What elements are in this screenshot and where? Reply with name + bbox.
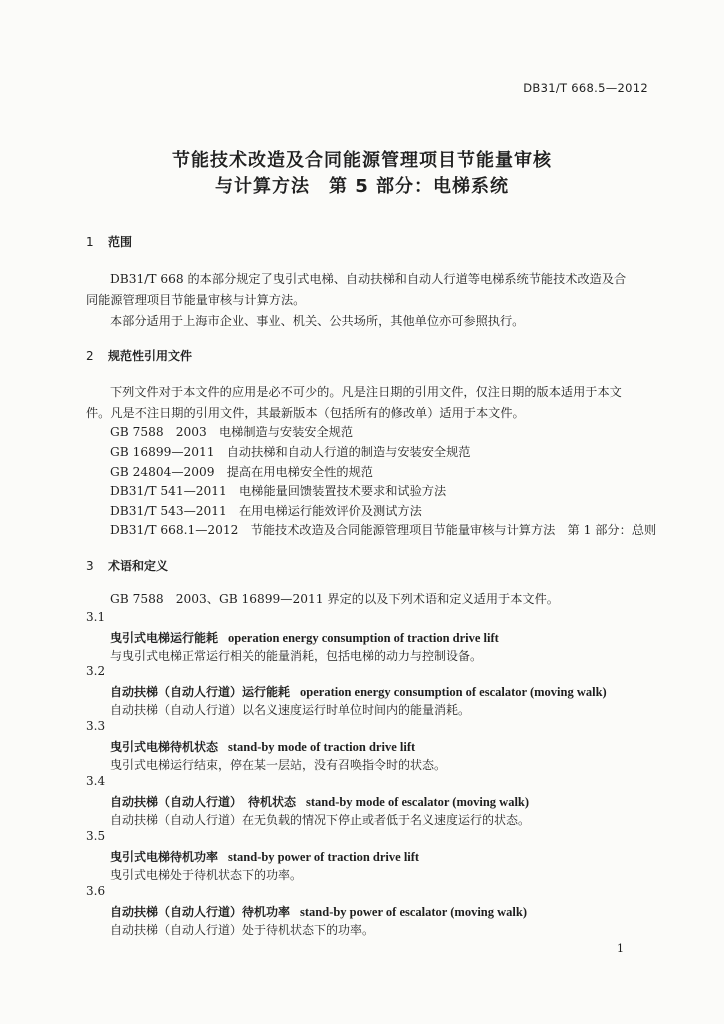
term-definition: 自动扶梯（自动人行道）在无负载的情况下停止或者低于名义速度运行的状态。 xyxy=(110,813,531,827)
term-definition: 曳引式电梯运行结束，停在某一层站，没有召唤指令时的状态。 xyxy=(110,758,447,772)
term-english: stand-by power of traction drive lift xyxy=(228,850,420,864)
clause-number: 3.1 xyxy=(86,610,106,624)
term-definition: 与曳引式电梯正常运行相关的能量消耗，包括电梯的动力与控制设备。 xyxy=(110,649,483,663)
term-entry xyxy=(110,903,527,920)
section-heading-scope xyxy=(86,233,132,250)
references-paragraph-line: 下列文件对于本文件的应用是必不可少的。凡是注日期的引用文件，仅注日期的版本适用于本文 xyxy=(110,385,622,399)
term-entry xyxy=(110,738,415,755)
section-title: 规范性引用文件 xyxy=(108,349,193,363)
clause-number: 3.2 xyxy=(86,664,106,678)
clause-number: 3.3 xyxy=(86,719,106,733)
term-english: stand-by power of escalator (moving walk) xyxy=(300,905,527,919)
term-entry xyxy=(110,848,419,865)
reference-item: GB 7588 2003 电梯制造与安装安全规范 xyxy=(110,425,354,439)
clause-number: 3.5 xyxy=(86,829,106,843)
term-english: operation energy consumption of escalator (moving walk) xyxy=(300,685,607,699)
term-chinese: 曳引式电梯待机状态 xyxy=(110,740,219,754)
clause-number: 3.4 xyxy=(86,774,106,788)
reference-item: DB31/T 668.1—2012 节能技术改造及合同能源管理项目节能量审核与计算方法 第 1 部分：总则 xyxy=(110,523,657,537)
term-definition: 曳引式电梯处于待机状态下的功率。 xyxy=(110,868,303,882)
terms-intro: GB 7588 2003、GB 16899—2011 界定的以及下列术语和定义适用于本文件。 xyxy=(110,592,559,606)
section-heading-normative-references xyxy=(86,347,192,364)
term-chinese: 自动扶梯（自动人行道）待机功率 xyxy=(110,905,291,919)
reference-item: GB 24804—2009 提高在用电梯安全性的规范 xyxy=(110,465,373,479)
term-entry xyxy=(110,683,607,700)
term-english: stand-by mode of traction drive lift xyxy=(228,740,416,754)
scope-paragraph-line: DB31/T 668 的本部分规定了曳引式电梯、自动扶梯和自动人行道等电梯系统节能技术改造及合 xyxy=(110,272,627,286)
term-chinese: 自动扶梯（自动人行道）运行能耗 xyxy=(110,685,291,699)
document-title-line2: 与计算方法 第 5 部分：电梯系统 xyxy=(214,176,510,197)
reference-item: GB 16899—2011 自动扶梯和自动人行道的制造与安装安全规范 xyxy=(110,445,471,459)
clause-number: 3.6 xyxy=(86,884,106,898)
standard-number: DB31/T 668.5—2012 xyxy=(523,81,648,95)
scope-paragraph-applicability: 本部分适用于上海市企业、事业、机关、公共场所，其他单位亦可参照执行。 xyxy=(110,314,525,328)
term-chinese: 曳引式电梯待机功率 xyxy=(110,850,219,864)
term-definition: 自动扶梯（自动人行道）处于待机状态下的功率。 xyxy=(110,923,375,937)
term-english: operation energy consumption of traction drive lift xyxy=(228,631,499,645)
page-number: 1 xyxy=(617,942,624,955)
term-definition: 自动扶梯（自动人行道）以名义速度运行时单位时间内的能量消耗。 xyxy=(110,703,471,717)
reference-item: DB31/T 543—2011 在用电梯运行能效评价及测试方法 xyxy=(110,504,422,518)
section-number: 1 xyxy=(86,235,94,249)
term-chinese: 曳引式电梯运行能耗 xyxy=(110,631,219,645)
section-title: 术语和定义 xyxy=(108,559,169,573)
section-number: 3 xyxy=(86,559,94,573)
term-chinese: 自动扶梯（自动人行道） 待机状态 xyxy=(110,795,297,809)
section-number: 2 xyxy=(86,349,94,363)
document-title-line1: 节能技术改造及合同能源管理项目节能量审核 xyxy=(172,150,552,171)
references-paragraph-line: 件。凡是不注日期的引用文件，其最新版本（包括所有的修改单）适用于本文件。 xyxy=(86,406,525,420)
section-heading-terms-definitions xyxy=(86,557,168,574)
term-entry xyxy=(110,793,529,810)
term-entry xyxy=(110,629,499,646)
term-english: stand-by mode of escalator (moving walk) xyxy=(306,795,530,809)
reference-item: DB31/T 541—2011 电梯能量回馈装置技术要求和试验方法 xyxy=(110,484,447,498)
scope-paragraph-line: 同能源管理项目节能量审核与计算方法。 xyxy=(86,293,306,307)
section-title: 范围 xyxy=(108,235,133,249)
